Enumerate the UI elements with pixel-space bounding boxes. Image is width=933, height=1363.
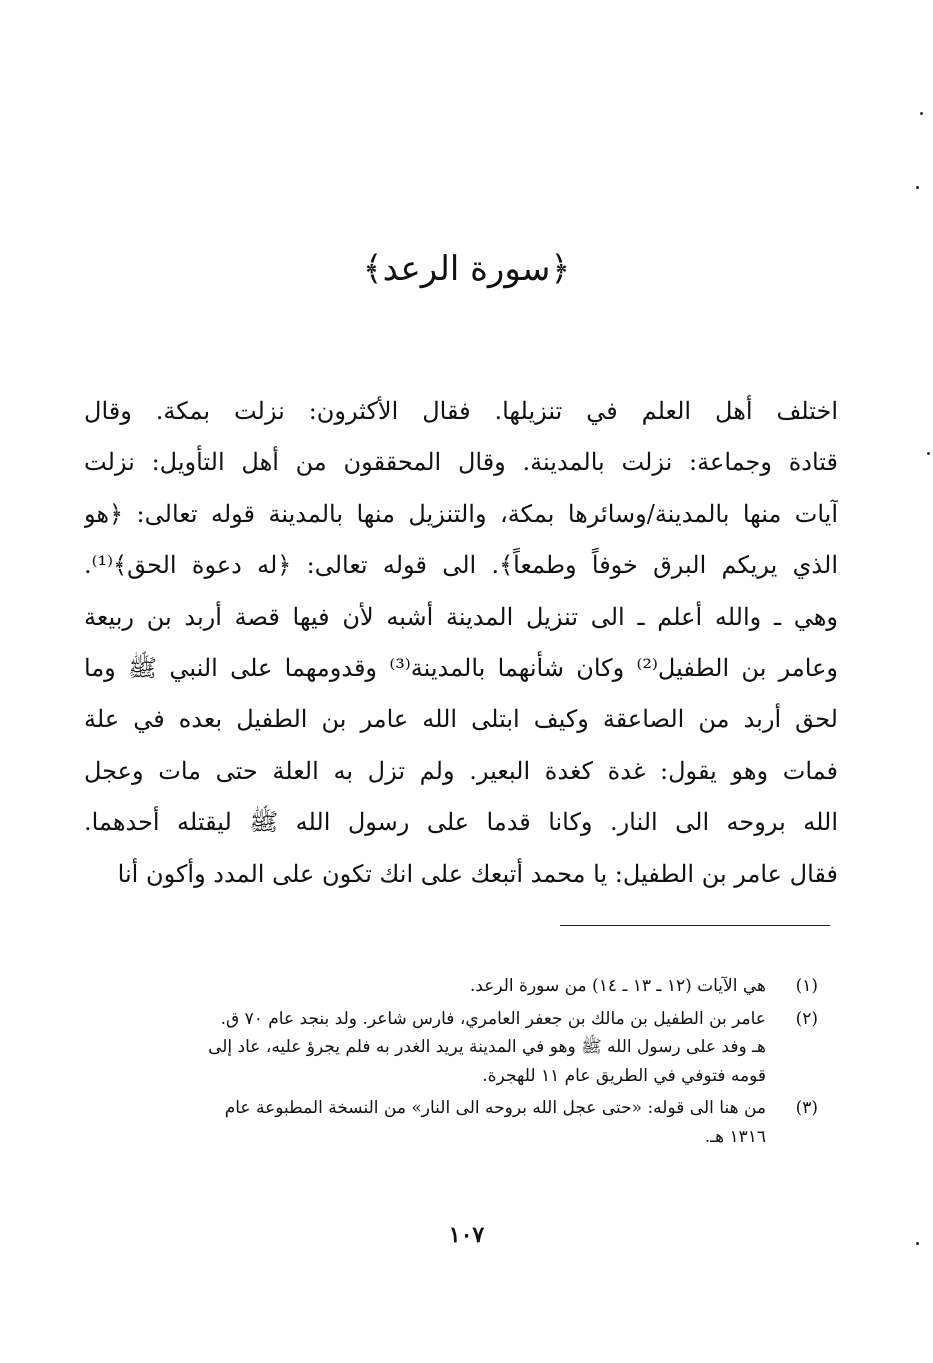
body-line: الله بروحه الى النار. وكانا قدما على رسول الله ﷺ ليقتله أحدهما.: [84, 808, 838, 837]
footnote-line: قومه فتوفي في الطريق عام ١١ للهجرة.: [482, 1065, 766, 1086]
scan-speck: [927, 452, 930, 455]
footnote-number: (١): [795, 976, 818, 996]
body-line: وهي ـ والله أعلم ـ الى تنزيل المدينة أشبه لأن فيها قصة أربد بن ربيعة: [84, 602, 838, 631]
footnote-number: (٣): [795, 1098, 818, 1118]
page-number: ١٠٧: [448, 1222, 485, 1248]
footnote-3: [120, 1094, 818, 1151]
footnote-line: ١٣١٦ هـ.: [704, 1126, 766, 1147]
footnote-separator: [560, 925, 830, 926]
footnote-line: هي الآيات (١٢ ـ ١٣ ـ ١٤) من سورة الرعد.: [469, 976, 766, 996]
scan-speck: [920, 112, 923, 115]
footnote-2: [120, 1005, 818, 1091]
body-line: الذي يريكم البرق خوفاً وطمعاً﴾. الى قوله تعالى: ﴿له دعوة الحق﴾⁽¹⁾.: [84, 551, 838, 580]
body-line: لحق أربد من الصاعقة وكيف ابتلى الله عامر بن الطفيل بعده في علة: [84, 705, 838, 734]
footnote-number: (٢): [795, 1008, 818, 1029]
body-line: فمات وهو يقول: غدة كغدة البعير. ولم تزل به العلة حتى مات وعجل: [84, 756, 838, 785]
footnote-line: من هنا الى قوله: «حتى عجل الله بروحه الى النار» من النسخة المطبوعة عام: [224, 1098, 766, 1118]
scan-speck: [916, 186, 919, 189]
body-line: قتادة وجماعة: نزلت بالمدينة. وقال المحققون من أهل التأويل: نزلت: [84, 448, 838, 477]
footnote-1: [120, 972, 818, 1001]
chapter-title: ﴿سورة الرعد﴾: [362, 249, 571, 289]
body-line: اختلف أهل العلم في تنزيلها. فقال الأكثرون: نزلت بمكة. وقال: [84, 397, 838, 425]
footnote-line: هـ وفد على رسول الله ﷺ وهو في المدينة يريد الغدر به فلم يجرؤ عليه، عاد إلى: [208, 1037, 766, 1057]
footnotes: [120, 972, 818, 1155]
body-text: [84, 386, 838, 900]
footnote-line: عامر بن الطفيل بن مالك بن جعفر العامري، فارس شاعر. ولد بنجد عام ٧٠ ق.: [220, 1008, 766, 1029]
body-line: وعامر بن الطفيل⁽²⁾ وكان شأنهما بالمدينة⁽³⁾ وقدومهما على النبي ﷺ وما: [84, 653, 838, 682]
body-line: آيات منها بالمدينة/وسائرها بمكة، والتنزيل منها بالمدينة قوله تعالى: ﴿هو: [84, 499, 838, 528]
body-line: فقال عامر بن الطفيل: يا محمد أتبعك على انك تكون على المدد وأكون أنا: [117, 859, 838, 888]
